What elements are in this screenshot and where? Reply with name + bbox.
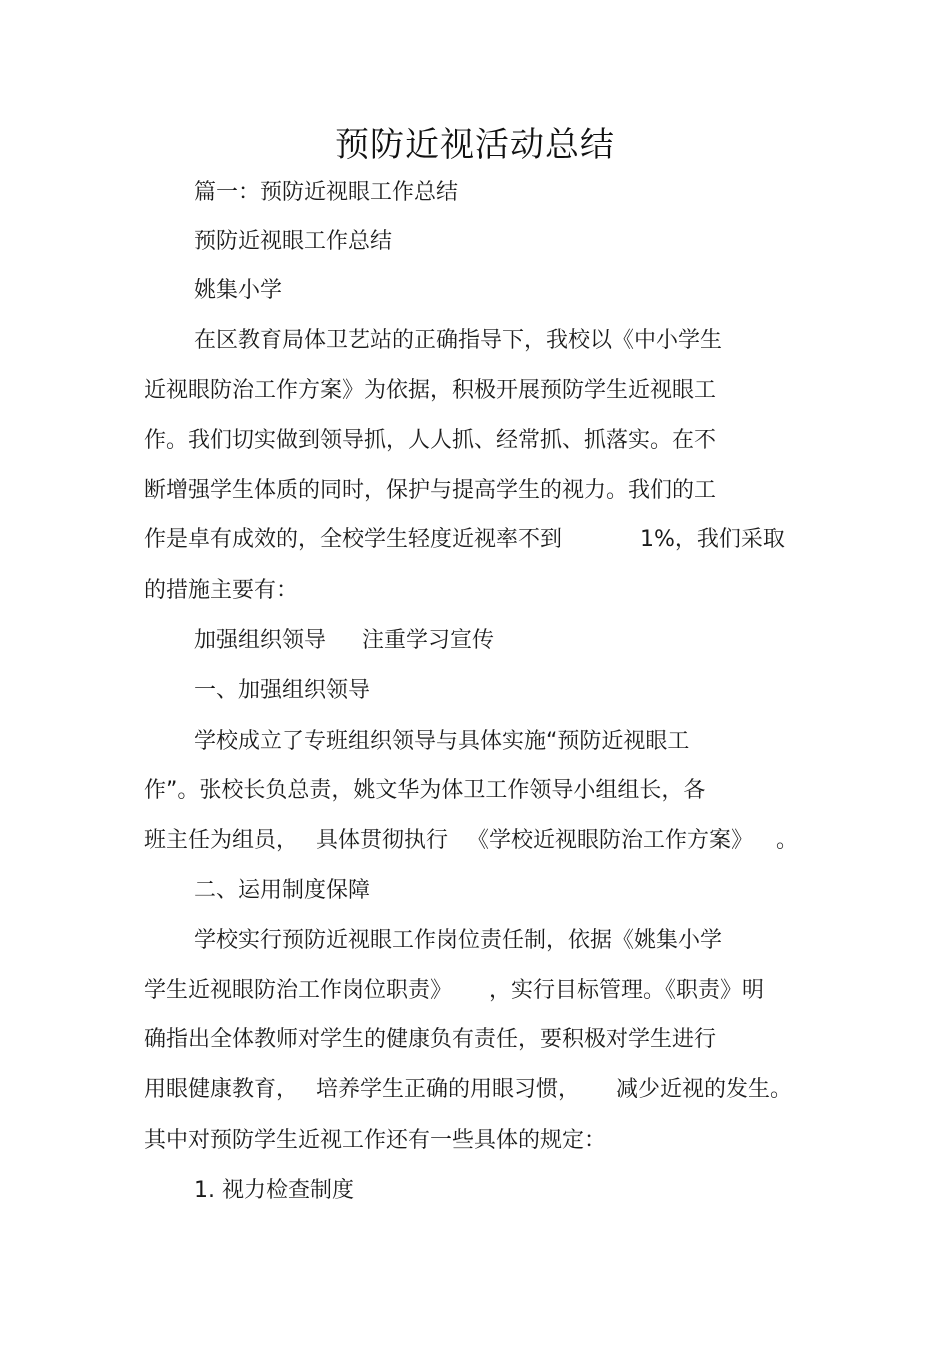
paragraph-line: 学校实行预防近视眼工作岗位责任制，依据《姚集小学 — [194, 928, 723, 953]
paragraph-line: 的措施主要有： — [144, 578, 299, 603]
paragraph-line: 作。我们切实做到领导抓，人人抓、经常抓、抓落实。在不 — [144, 428, 717, 453]
paragraph-line-fragment: ，实行目标管理。《职责》明 — [489, 978, 765, 1003]
paragraph-line: 班主任为组员， — [144, 828, 299, 853]
section-heading: 二、运用制度保障 — [194, 878, 371, 903]
paragraph-line-fragment: 减少近视的发生。 — [616, 1077, 793, 1102]
paragraph-line: 在区教育局体卫艺站的正确指导下，我校以《中小学生 — [194, 328, 723, 353]
heading-fragment: 注重学习宣传 — [362, 628, 495, 653]
school-name: 姚集小学 — [194, 278, 283, 303]
heading-fragment: 加强组织领导 — [194, 628, 327, 653]
paragraph-line: 确指出全体教师对学生的健康负有责任，要积极对学生进行 — [144, 1027, 717, 1052]
paragraph-line: 作”。张校长负总责，姚文华为体卫工作领导小组组长，各 — [144, 778, 706, 803]
paragraph-line-fragment: 具体贯彻执行 — [316, 828, 449, 853]
section-heading: 一、加强组织领导 — [194, 678, 371, 703]
paragraph-line: 用眼健康教育， — [144, 1077, 299, 1102]
section-heading-1: 篇一：预防近视眼工作总结 — [194, 180, 459, 205]
paragraph-line: 作是卓有成效的，全校学生轻度近视率不到 — [144, 527, 563, 552]
paragraph-line: 近视眼防治工作方案》为依据，积极开展预防学生近视眼工 — [144, 378, 717, 403]
paragraph-line: 其中对预防学生近视工作还有一些具体的规定： — [144, 1128, 607, 1153]
document-title: 预防近视活动总结 — [335, 125, 615, 165]
paragraph-line: 断增强学生体质的同时，保护与提高学生的视力。我们的工 — [144, 478, 717, 503]
paragraph-line-fragment: 培养学生正确的用眼习惯， — [316, 1077, 581, 1102]
list-item-heading: 1. 视力检查制度 — [194, 1178, 354, 1203]
paragraph-line: 学校成立了专班组织领导与具体实施“预防近视眼工 — [194, 729, 690, 754]
paragraph-line: 学生近视眼防治工作岗位职责》 — [144, 978, 453, 1003]
paragraph-line-fragment: 《学校近视眼防治工作方案》 — [467, 828, 754, 853]
paragraph-line-fragment: 。 — [776, 828, 799, 853]
paragraph-line-fragment: 1%，我们采取 — [640, 527, 785, 552]
subtitle: 预防近视眼工作总结 — [194, 229, 393, 254]
